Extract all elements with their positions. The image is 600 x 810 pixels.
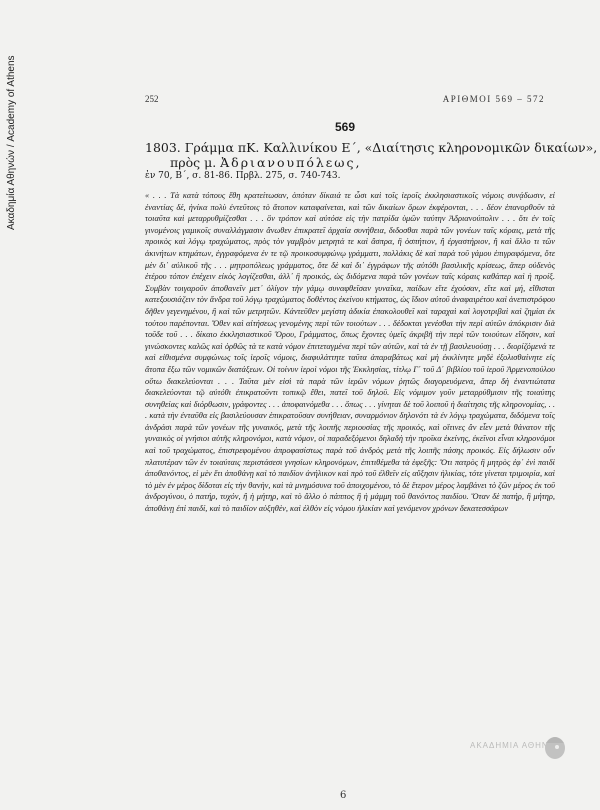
entry-recipient-line xyxy=(145,155,550,170)
signature-mark: 6 xyxy=(340,790,347,801)
running-head: ΑΡΙΘΜΟΙ 569 – 572 xyxy=(442,94,545,104)
archive-credit xyxy=(6,30,20,230)
academy-watermark-stamp xyxy=(462,733,570,761)
page-header xyxy=(145,94,545,108)
recipient-name: Ἀδριανουπόλεως, xyxy=(220,155,362,170)
entry-reference: ἐν 70, Β΄, σ. 81-86. Πρβλ. 275, σ. 740-743. xyxy=(145,171,341,181)
section-number: 569 xyxy=(334,120,356,134)
document-body xyxy=(145,190,555,515)
recipient-prefix: πρὸς μ. xyxy=(170,155,221,170)
body-paragraph: « . . . Τὰ κατὰ τόπους ἔθη κρατείτωσαν, ὁπόταν δίκαιά τε ὦσι καὶ τοῖς ἱεροῖς ἐκκλησιαστικοῖς νόμοις συνᾴδωσιν, εἰ ἐναντίας δέ, ἡνίκα πολὺ ἐντεῦτοις τὸ ἄτοπον καταφαίνεται, καὶ τῶν δικαίων ὅρων ἐκφέρονται, . . . δέον ἐπανορθοῦν τὰ τοιαῦτα καὶ μεταρρυθμίζεσθαι . . . ὃν τρόπον καὶ αὐτόσε εἰς τὴν πατρίδα ὑμῶν ταύτην Ἀδριανούπολιν . . . ὅτι ἐν τοῖς γινομένοις γαμικοῖς συναλλάγμασιν ἄνωθεν ἐπικρατεῖ ἀρχαία συνήθεια, διδοσθαι παρὰ τῶν γονέων ταῖς κόραις, μετὰ τῆς προικὸς καὶ λόγῳ τραχώματος, πρὸς τὸν γαμβρὸν μετρητά τε καὶ ἄσπρα, ἢ ὀσπήτιον, ἢ ἐργαστήριον, ἢ καὶ ἄλλο τι τῶν ἀκινήτων κτημάτων, ἐγγραφόμενα ἐν τε τῷ προικοσυμφώνῳ γράμματι, πολλάκις δὲ καὶ παρὰ τοῦ γάμου ἐπιγραφόμενα, ὅτε μὲν δι᾽ αὐλικοῦ τῆς . . . μητροπόλεως γράμματος, ὅτε δὲ καὶ δι᾽ ἐγγράφων τῆς αὐτόθι βασιλικῆς κρίσεως, ἅπερ οὐδενὸς ἑτέρου τόπον ἐπέχειν εἰκὸς λογίζεσθαι, ἀλλ᾽ ἢ προικός, ὡς διδόμενα παρὰ τῶν γονέων ταῖς κόραις καθάπερ καὶ ἡ προίξ. Συμβὰν τοιγαροῦν ἀποθανεῖν μετ᾽ ὀλίγον τὴν γάμῳ συναφθεῖσαν γυναῖκα, παίδων εἴτε ἐχούσαν, εἴτε καὶ μή, εἴθισται κατεξουσιάζειν τὸν ἄνδρα τοῦ λόγῳ τραχώματος δοθέντος ἐκείνου κτήματος, ὡς ἴδιον αὐτοῦ ἀναφαιρέτου καὶ ἀνεπιστρόφου δῆθεν γεγενημένου, ἢ καὶ τῶν μετρητῶν. Κἀντεῦθεν μεγίστη ἀδικία ἐπακολουθεῖ καὶ ταραχαὶ καὶ λογοτριβαὶ καὶ ζημίαι ἐκ τούτου παρέπονται. Ὅθεν καὶ αἰτήσεως γενομένης περὶ τῶν τοιούτων . . . δέδοκται γενέσθαι τὴν περὶ αὐτῶν ἀπόκρισιν διὰ τοῦδε τοῦ . . . δίκαιο ἐκκλησιαστικοῦ Ὅρου, Γράμματος, ὅπως ἔχοντες ὑμεῖς ἀκριβῆ τὴν περὶ τῶν τοιούτων εἴδησιν, καὶ γινώσκοντες καλῶς καὶ ὀρθῶς τὰ τε κατὰ νόμον ἐπιτεταγμένα περὶ τῶν αὐτῶν, καὶ τὰ ἐν τῇ βασιλευούσῃ . . . διορίζόμενά τε καὶ εἰθισμένα συμφώνως τοῖς ἱεροῖς νόμοις, διαφυλάττητε ταῦτα ἀπαραβάτως καὶ μὴ ἐκκλίνητε μηδὲ ἐξολισθαίνητε εἰς ἄτοπα ἔξω τῶν νομικῶν διατάξεων. Οἱ τοίνυν ἱεροὶ νόμοι τῆς Ἐκκλησίας, τίτλῳ Γ΄ τοῦ Δ΄ βιβλίου τοῦ ἱεροῦ Ἀρμενοπούλου οὕτω διακελεύονται . . . Ταῦτα μὲν εἰσὶ τὰ παρὰ τῶν ἱερῶν νόμων ῥητῶς διαγορευόμενα, ἅπερ δὴ ἐναντιώτατα διακελεύονται τῷ αὐτόθι ἐπικρατοῦντι τοπικῷ ἔθει, πατεῖ τοῦ δηλοῦ. Εἰς νόμιμον γοῦν μεταρρύθμισιν τῆς τοιαύτης συνηθείας καὶ διόρθωσιν, γράφοντες . . . ἀποφαινόμεθα . . . ὅπως . . . γίνηται δὲ τοῦ λοιποῦ ἡ διαίτησις τῆς κληρονομίας, . . . κατὰ τὴν ἐνταῦθα εἰς βασιλεύουσαν ἐπικρατοῦσαν συνήθειαν, συναρμόνιον δηλονότι τὰ ἐν λόγῳ τραχώματα, διδόμενα τοῖς ἀνδράσι παρὰ τῶν γονέων τῆς γυναικός, μετὰ τῆς λοιπῆς περιουσίας τῆς προικός, καὶ οἵτινες ἂν εἶεν μετὰ θάνατον τῆς γυναικὸς οἱ γνήσιοι αὐτῆς κληρονόμοι, κατὰ νόμον, οἱ παραδεξόμενοι δηλαδὴ τὴν προῖκα ἐκείνης, ἐκεῖνοι εἶναι κληρονόμοι καὶ τοῦ τραχώματος, ἐπιστρεφομένου ἀπροφασίστως παρὰ τοῦ ἀνδρὸς μετὰ τῆς λοιπῆς πάσης προικός. Εἰς δήλωσιν οὖν πλατυτέραν τῶν ἐν τοιαύταις περιστάσεσι γνησίων κληρονόμων, ἐπιτιθέμεθα τὰ ἑφεξῆς: Ὅτι πατρὸς ἢ μητρὸς ἐφ᾽ ἑνὶ παιδὶ ἀποθανόντος, εἰ μὲν ἔτι ἀποθάνῃ καὶ τὸ παιδίον ἀνήλικον καὶ πρὸ τοῦ ἐλθεῖν εἰς αὔξησιν ἡλικίας, τότε γίνεται τριμοιρία, καὶ τὸ μὲν ἐν μέρος δίδοται εἰς τὴν θανὴν, καὶ τὰ μνημόσυνα τοῦ ἀποιχομένου, τὸ δὲ ἕτερον μέρος λαμβάνει τὸ ζῶν μέρος ἐκ τοῦ ἀνδρογύνου, ὁ πατήρ, τυχόν, ἢ ἡ μήτηρ, καὶ τὸ ἄλλο ὁ πάππος ἢ ἡ μάμμη τοῦ θανόντος παιδίου. Ὅταν δὲ πατήρ, ἢ μήτηρ, ἀποθάνῃ ἐπὶ παιδί, καὶ τὸ παιδίον αὐξηθὲν, καὶ ἐλθὸν εἰς νόμου ἡλικίαν καὶ γενόμενον χρόνων δεκατεσσάρων xyxy=(145,191,555,514)
stamp-text: ΑΚΑΔΗΜΙΑ ΑΘΗΝΩΝ xyxy=(470,741,563,750)
entry-title-line: 1803. Γράμμα πΚ. Καλλινίκου Ε΄, «Διαίτησις κληρονομικῶν δικαίων», xyxy=(145,140,598,155)
entry-heading xyxy=(145,140,598,183)
archive-credit-text: Ακαδημία Αθηνών / Academy of Athens xyxy=(6,55,17,230)
athena-head-icon xyxy=(542,733,568,761)
page-number: 252 xyxy=(145,94,159,104)
